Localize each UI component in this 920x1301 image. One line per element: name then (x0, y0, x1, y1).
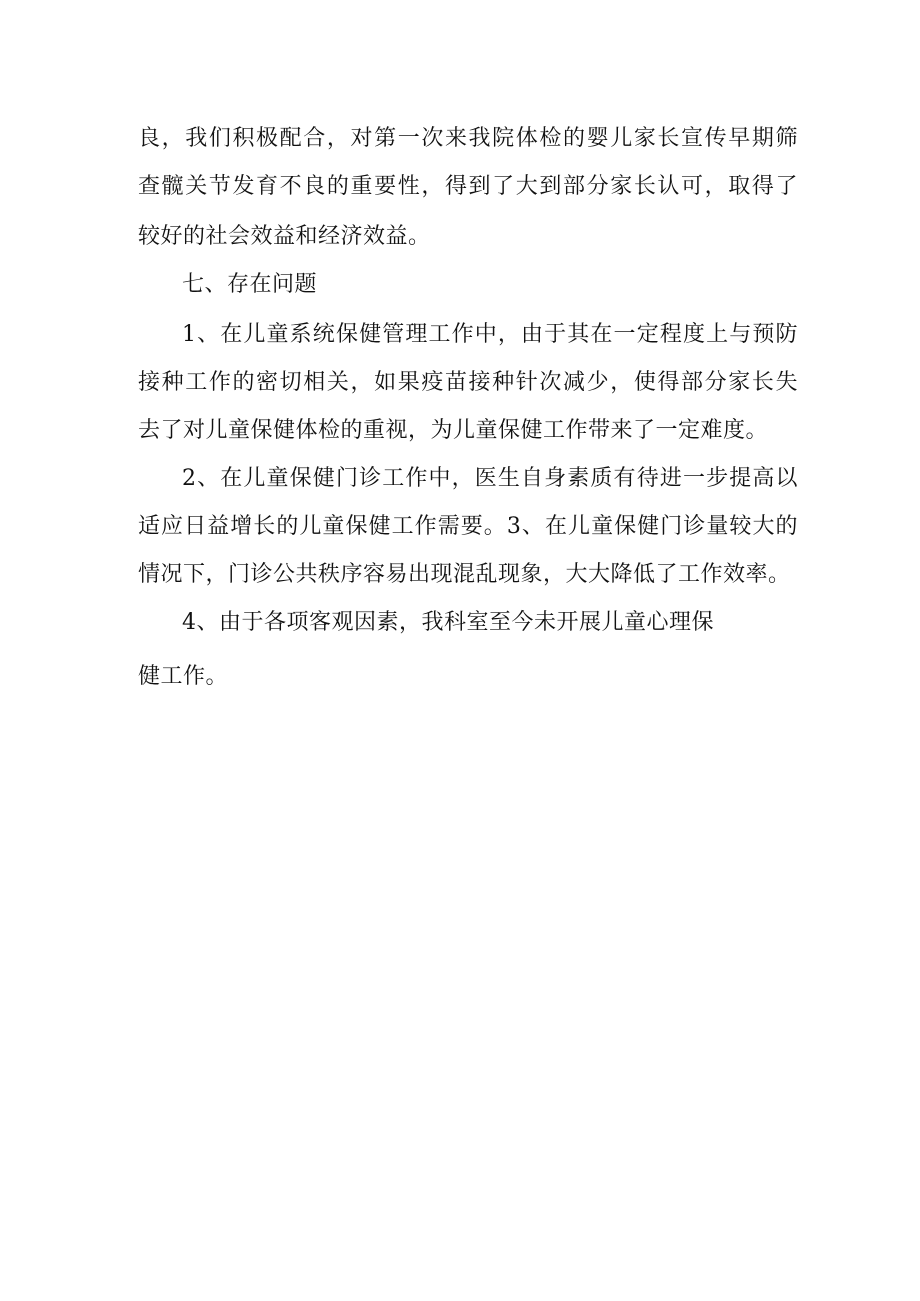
paragraph-line-10: 情况下，门诊公共秩序容易出现混乱现象，大大降低了工作效率。 (138, 562, 791, 587)
paragraph-line-1: 良，我们积极配合，对第一次来我院体检的婴儿家长宣传早期筛 (138, 126, 798, 151)
section-heading: 七、存在问题 (182, 272, 318, 297)
paragraph-line-9: 适应日益增长的儿童保健工作需要。3、在儿童保健门诊量较大的 (138, 514, 798, 539)
paragraph-line-12: 健工作。 (138, 664, 229, 689)
paragraph-line-7: 去了对儿童保健体检的重视，为儿童保健工作带来了一定难度。 (138, 418, 769, 443)
paragraph-line-11: 4、由于各项客观因素，我科室至今未开展儿童心理保 (182, 610, 714, 635)
paragraph-line-8: 2、在儿童保健门诊工作中，医生自身素质有待进一步提高以 (182, 466, 798, 491)
paragraph-line-2: 查髋关节发育不良的重要性，得到了大到部分家长认可，取得了 (138, 174, 798, 199)
paragraph-line-5: 1、在儿童系统保健管理工作中，由于其在一定程度上与预防 (182, 322, 798, 347)
paragraph-line-6: 接种工作的密切相关，如果疫苗接种针次减少，使得部分家长失 (138, 370, 798, 395)
paragraph-line-3: 较好的社会效益和经济效益。 (138, 224, 431, 249)
